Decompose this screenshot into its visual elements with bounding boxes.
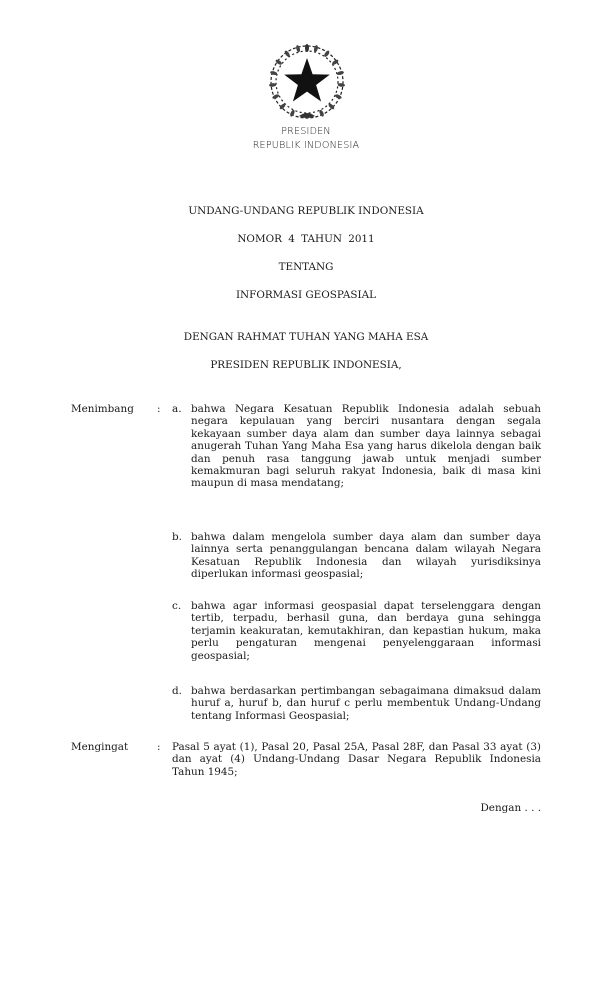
mengingat-colon: : [157,741,161,753]
item-d-marker: d. [172,685,182,697]
mengingat-label: Mengingat [71,741,129,753]
menimbang-item-d: bahwa berdasarkan pertimbangan sebagaimana dimaksud dalam huruf a, huruf b, dan huruf c perlu membentuk Undang-Undang tentang Informasi Geospasial; [191,685,541,722]
item-c-marker: c. [172,600,182,612]
emblem-caption-republik: REPUBLIK INDONESIA [252,140,360,151]
law-about-label: TENTANG [278,261,334,273]
mengingat-text: Pasal 5 ayat (1), Pasal 20, Pasal 25A, Pasal 28F, dan Pasal 33 ayat (3) dan ayat (4) Undang-Undang Dasar Negara Republik Indonesia Tahun 1945; [172,741,541,778]
menimbang-colon: : [157,403,161,415]
item-b-marker: b. [172,531,182,543]
continuation-marker: Dengan . . . [480,802,541,814]
menimbang-item-c: bahwa agar informasi geospasial dapat terselenggara dengan tertib, terpadu, berhasil guna, dan berdaya guna sehingga terjamin keakuratan, kemutakhiran, dan kepastian hukum, maka perlu pengaturan mengenai penyelenggaraan informasi geospasial; [191,600,541,662]
menimbang-label: Menimbang [71,403,134,415]
invocation: DENGAN RAHMAT TUHAN YANG MAHA ESA [183,331,429,343]
law-subject: INFORMASI GEOSPASIAL [235,289,377,301]
item-a-marker: a. [172,403,182,415]
emblem-caption-presiden: PRESIDEN [281,126,331,137]
menimbang-item-a: bahwa Negara Kesatuan Republik Indonesia adalah sebuah negara kepulauan yang berciri nusantara dengan segala kekayaan sumber daya alam dan sumber daya lainnya sebagai anugerah Tuhan Yang Maha Esa yang harus dikelola dengan baik dan penuh rasa tanggung jawab untuk menjadi sumber kemakmuran bagi seluruh rakyat Indonesia, baik di masa kini maupun di masa mendatang; [191,403,541,490]
president-heading: PRESIDEN REPUBLIK INDONESIA, [210,359,402,371]
menimbang-item-b: bahwa dalam mengelola sumber daya alam dan sumber daya lainnya serta penanggulangan bencana dalam wilayah Negara Kesatuan Republik Indonesia dan wilayah yurisdiksinya diperlukan informasi geospasial; [191,531,541,581]
law-title: UNDANG-UNDANG REPUBLIK INDONESIA [188,205,424,217]
law-number: NOMOR 4 TAHUN 2011 [237,233,375,245]
presidential-emblem-icon [265,40,349,124]
